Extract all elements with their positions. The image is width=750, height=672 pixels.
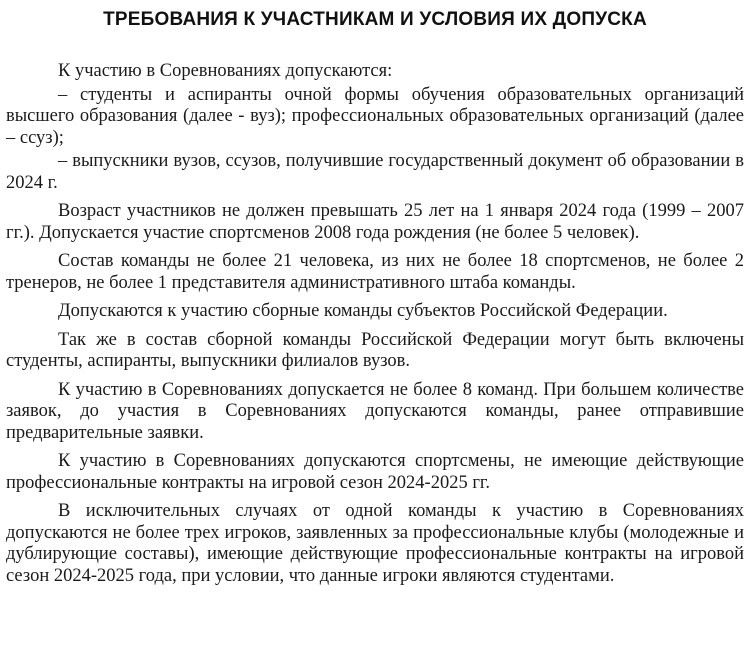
paragraph-intro: К участию в Соревнованиях допускаются:	[58, 61, 393, 81]
paragraph-team-composition: Состав команды не более 21 человека, из них не более 18 спортсменов, не более 2 тренеров, не более 1 представителя административного штаба команды.	[6, 251, 744, 293]
paragraph-team-limit: К участию в Соревнованиях допускается не более 8 команд. При большем количестве заявок, до участия в Соревнованиях допускаются команды, ранее отправившие предварительные заявки.	[6, 379, 744, 443]
paragraph-national-team: Так же в состав сборной команды Российской Федерации могут быть включены студенты, аспиранты, выпускники филиалов вузов.	[6, 329, 744, 371]
page-title: ТРЕБОВАНИЯ К УЧАСТНИКАМ И УСЛОВИЯ ИХ ДОПУСКА	[103, 9, 647, 30]
document-page	[6, 0, 744, 587]
paragraph-exceptions: В исключительных случаях от одной команды к участию в Соревнованиях допускаются не более трех игроков, заявленных за профессиональные клубы (молодежные и дублирующие составы), имеющие действующие профессиональные контракты на игровой сезон 2024-2025 года, при условии, что данные игроки являются студентами.	[6, 501, 744, 586]
paragraph-regional-teams: Допускаются к участию сборные команды субъектов Российской Федерации.	[58, 301, 668, 321]
paragraph-age-limit: Возраст участников не должен превышать 25 лет на 1 января 2024 года (1999 – 2007 гг.). Допускается участие спортсменов 2008 года рождения (не более 5 человек).	[6, 201, 744, 243]
paragraph-bullet-graduates: – выпускники вузов, ссузов, получившие государственный документ об образовании в 2024 г.	[6, 151, 744, 193]
paragraph-bullet-students: – студенты и аспиранты очной формы обучения образовательных организаций высшего образования (далее - вуз); профессиональных образовательных организаций (далее – ссуз);	[6, 84, 744, 148]
paragraph-no-pro-contracts: К участию в Соревнованиях допускаются спортсмены, не имеющие действующие профессиональные контракты на игровой сезон 2024-2025 гг.	[6, 451, 744, 493]
